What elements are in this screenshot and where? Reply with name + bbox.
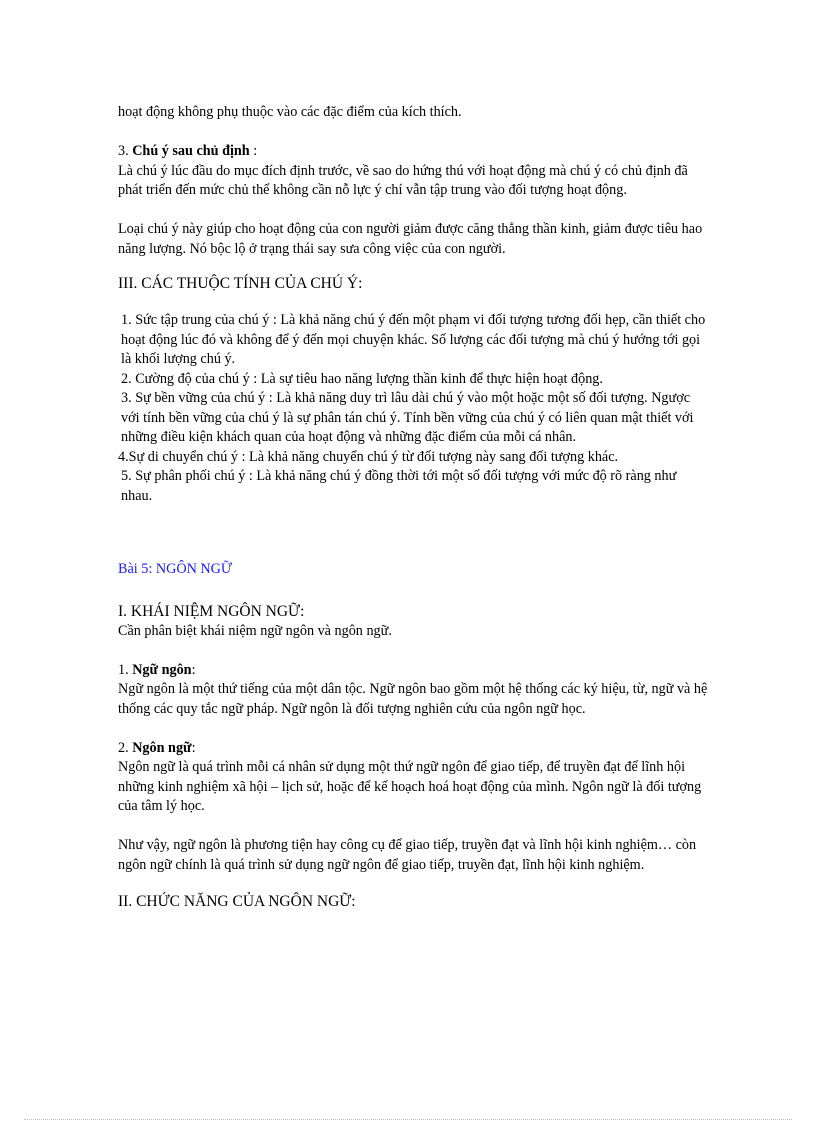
- document-page: [118, 103, 708, 913]
- property-item-distribution: 5. Sự phân phối chú ý : Là khả năng chú ý đồng thời tới một số đối tượng với mức độ rõ ràng như nhau.: [121, 468, 677, 504]
- property-item-intensity: 2. Cường độ của chú ý : Là sự tiêu hao năng lượng thần kinh để thực hiện hoạt động.: [121, 370, 603, 387]
- paragraph-post-voluntary-note: Loại chú ý này giúp cho hoạt động của con người giảm được căng thẳng thần kinh, giảm được tiêu hao năng lượng. Nó bộc lộ ở trạng thái say sưa công việc của con người.: [118, 221, 703, 257]
- subsection-number: 1.: [118, 661, 133, 678]
- subsection-heading-post-voluntary-attention: [118, 142, 708, 162]
- lesson-title: Bài 5: NGÔN NGỮ: [118, 561, 232, 577]
- subsection-title: Chú ý sau chủ định: [132, 143, 250, 159]
- property-item-shifting: 4.Sự di chuyển chú ý : Là khả năng chuyển chú ý từ đối tượng này sang đối tượng khác.: [118, 448, 619, 465]
- paragraph-summary: Như vậy, ngữ ngôn là phương tiện hay công cụ để giao tiếp, truyền đạt và lĩnh hội kinh nghiệm… còn ngôn ngữ chính là quá trình sử dụng ngữ ngôn để giao tiếp, truyền đạt, lĩnh hội kinh nghiệm.: [118, 837, 697, 873]
- section-heading-language-functions: II. CHỨC NĂNG CỦA NGÔN NGỮ:: [118, 893, 356, 910]
- paragraph-ngon-ngu-definition: Ngôn ngữ là quá trình mỗi cá nhân sử dụng một thứ ngữ ngôn để giao tiếp, để truyền đạt để lĩnh hội những kinh nghiệm xã hội – lịch sử, hoặc để kế hoạch hoá hoạt động của mình. Ngôn ngữ là đối tượng của tâm lý học.: [118, 759, 702, 814]
- paragraph-post-voluntary-definition: Là chú ý lúc đầu do mục đích định trước, về sao do hứng thú với hoạt động mà chú ý có chủ định đã phát triển đến mức chủ thể không cần nỗ lực ý chí vẫn tập trung vào đối tượng hoạt động.: [118, 162, 688, 198]
- subsection-colon: :: [249, 143, 258, 159]
- section-heading-attention-properties: III. CÁC THUỘC TÍNH CỦA CHÚ Ý:: [118, 275, 363, 292]
- property-item-concentration: 1. Sức tập trung của chú ý : Là khả năng chú ý đến một phạm vi đối tượng tương đối hẹp, cần thiết cho hoạt động lúc đó và không để ý đến mọi chuyện khác. Số lượng các đối tượng mà chú ý hướng tới gọi là khối lượng chú ý.: [121, 312, 706, 367]
- paragraph-ngu-ngon-definition: Ngữ ngôn là một thứ tiếng của một dân tộc. Ngữ ngôn bao gồm một hệ thống các ký hiệu, từ, ngữ và hệ thống các quy tắc ngữ pháp. Ngữ ngôn là đối tượng nghiên cứu của ngôn ngữ học.: [118, 681, 708, 717]
- subsection-heading-ngon-ngu: [118, 739, 708, 759]
- subsection-colon: :: [191, 739, 196, 756]
- page-footer-divider: [24, 1119, 792, 1120]
- subsection-title: Ngôn ngữ: [132, 739, 192, 756]
- subsection-number: 2.: [118, 739, 133, 756]
- subsection-number: 3.: [118, 143, 133, 159]
- paragraph-language-concept: Cần phân biệt khái niệm ngữ ngôn và ngôn ngữ.: [118, 622, 392, 639]
- section-heading-language-concept: I. KHÁI NIỆM NGÔN NGỮ:: [118, 602, 305, 620]
- subsection-heading-ngu-ngon: [118, 661, 708, 681]
- paragraph-continuation: hoạt động không phụ thuộc vào các đặc điểm của kích thích.: [118, 104, 462, 120]
- subsection-title: Ngữ ngôn: [132, 661, 192, 678]
- subsection-colon: :: [191, 661, 196, 678]
- property-item-stability: 3. Sự bền vững của chú ý : Là khả năng duy trì lâu dài chú ý vào một hoặc một số đối tượng. Ngược với tính bền vững của chú ý là sự phân tán chú ý. Tính bền vững của chú ý có liên quan mật thiết với những điều kiện khách quan của hoạt động và những đặc điểm của mỗi cá nhân.: [121, 390, 694, 445]
